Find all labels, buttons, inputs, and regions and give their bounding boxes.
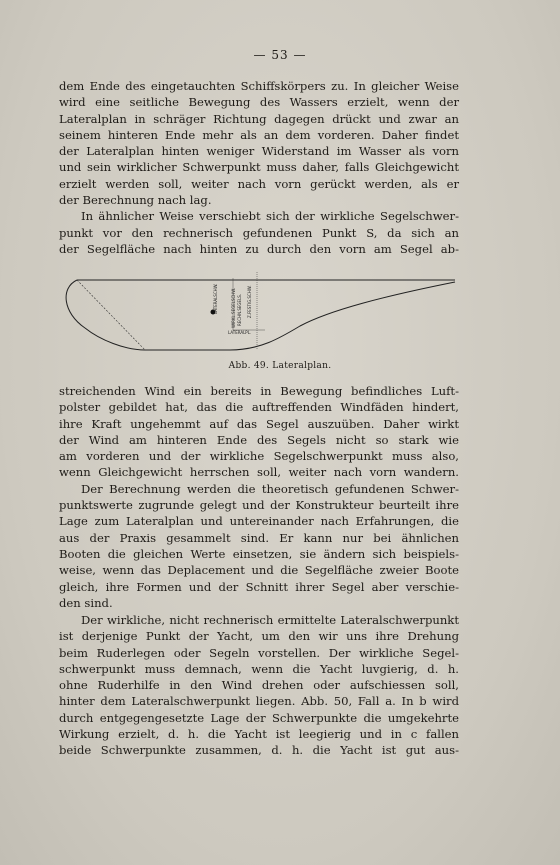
text-block-middle [59, 383, 459, 611]
label-lateral: LATERALSCHW. [213, 283, 218, 314]
label-wirkl: WIRKL.SEGELSCHW. [231, 287, 236, 328]
text-line: weise, wenn das Deplacement und die Segelfläche zweier Boote [59, 563, 459, 578]
text-line: ohne Ruderhilfe in den Wind drehen oder aufschiessen soll, [59, 678, 459, 693]
text-block-top [59, 78, 459, 257]
text-line: Booten die gleichen Werte einsetzen, sie ändern sich beispiels- [59, 546, 459, 561]
text-line: Der Berechnung werden die theoretisch gefundenen Schwer- [81, 481, 459, 496]
label-lateralpl: LATERALPL. [228, 330, 252, 335]
text-line: streichenden Wind ein bereits in Bewegung befindliches Luft- [59, 384, 459, 398]
text-line: beim Ruderlegen oder Segeln vorstellen. Der wirkliche Segel- [59, 645, 459, 660]
text-line: seinem hinteren Ende mehr als an dem vorderen. Daher findet [59, 127, 459, 142]
lateral-plan-figure [55, 268, 460, 353]
text-line: aus der Praxis gesammelt sind. Er kann nur bei ähnlichen [59, 530, 459, 545]
text-line: der Segelfläche nach hinten zu durch den vorn am Segel ab- [59, 241, 459, 256]
text-line: Lage zum Lateralplan und untereinander nach Erfahrungen, die [59, 514, 459, 529]
text-block-bottom [59, 612, 459, 759]
text-line: Lateralplan in schräger Richtung dagegen drückt und zwar an [59, 111, 459, 126]
text-line: punkt vor den rechnerisch gefundenen Punkt S, da sich an [59, 225, 459, 240]
text-line: der Wind am hinteren Ende des Segels nicht so stark wie [59, 432, 459, 447]
text-line: wenn Gleichgewicht herrschen soll, weiter nach vorn wandern. [59, 465, 459, 480]
text-line: schwerpunkt muss demnach, wenn die Yacht luvgierig, d. h. [59, 661, 459, 676]
diagonal-line [77, 280, 145, 350]
text-line: Der wirkliche, nicht rechnerisch ermittelte Lateralschwerpunkt [81, 613, 459, 627]
text-line: ihre Kraft ungehemmt auf das Segel auszuüben. Daher wirkt [59, 416, 459, 431]
text-line: erzielt werden soll, weiter nach vorn gerückt werden, als er [59, 176, 459, 191]
text-line: ist derjenige Punkt der Yacht, um den wir uns ihre Drehung [59, 629, 459, 644]
page-number: — 53 — [253, 48, 307, 62]
text-line: durch entgegengesetzte Lage der Schwerpunkte die umgekehrte [59, 710, 459, 725]
text-line: polster gebildet hat, das die auftreffenden Windfäden hindert, [59, 400, 459, 415]
label-festig: Z.FESTIG.SCHW. [247, 285, 252, 318]
figure-caption: Abb. 49. Lateralplan. [228, 361, 332, 371]
text-line: beide Schwerpunkte zusammen, d. h. die Yacht ist gut aus- [59, 743, 459, 758]
text-line: In ähnlicher Weise verschiebt sich der wirkliche Segelschwer- [81, 209, 459, 224]
text-line: am vorderen und der wirkliche Segelschwerpunkt muss also, [59, 449, 459, 464]
label-rechn: RECHN.SEGELS. [237, 293, 242, 326]
text-line: Wirkung erzielt, d. h. die Yacht ist leegierig und in c fallen [59, 727, 459, 742]
text-line: und sein wirklicher Schwerpunkt muss daher, falls Gleichgewicht [59, 160, 459, 175]
hull-outline [66, 280, 455, 350]
text-line: dem Ende des eingetauchten Schiffskörpers zu. In gleicher Weise [59, 79, 459, 93]
text-line: gleich, ihre Formen und der Schnitt ihrer Segel aber verschie- [59, 579, 459, 594]
text-line: hinter dem Lateralschwerpunkt liegen. Abb. 50, Fall a. In b wird [59, 694, 459, 709]
text-line: wird eine seitliche Bewegung des Wassers erzielt, wenn der [59, 95, 459, 110]
text-line: der Berechnung nach lag. [59, 193, 212, 208]
text-line: der Lateralplan hinten weniger Widerstand im Wasser als vorn [59, 144, 459, 159]
text-line: den sind. [59, 595, 113, 610]
text-line: punktswerte zugrunde gelegt und der Konstrukteur beurteilt ihre [59, 498, 459, 513]
